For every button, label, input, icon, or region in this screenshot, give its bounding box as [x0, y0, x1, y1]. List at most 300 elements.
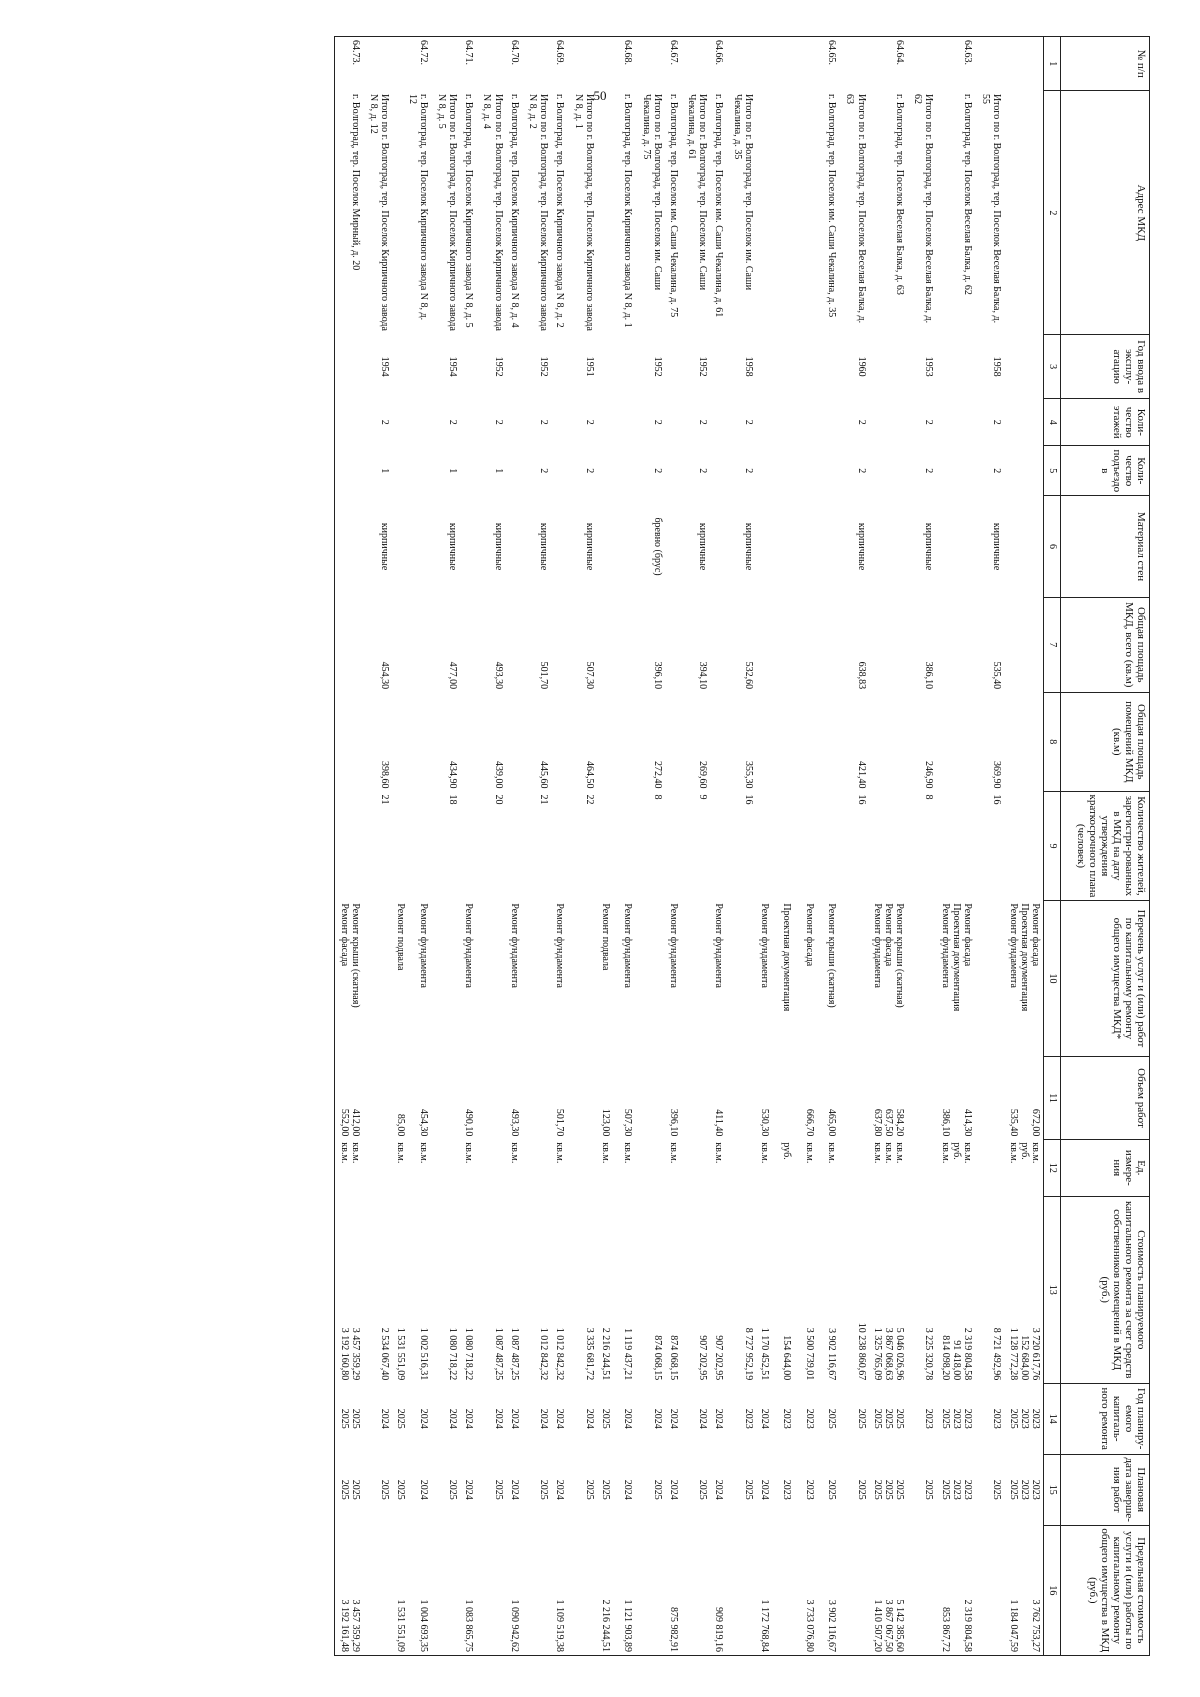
cell-line: Ремонт фундамента	[463, 903, 475, 988]
cell-c10	[667, 900, 681, 1056]
cell-line: 2025	[600, 1479, 611, 1500]
cell-line: 3 500 739,01	[803, 1327, 815, 1381]
cell-line: 2024	[508, 1408, 520, 1429]
cell-line: 123,00	[600, 1108, 611, 1137]
cell-line: 637,50	[882, 1108, 894, 1137]
cell-c2: Итого по г. Волгоград, тер. Поселок Веселая Балка, д. 62	[912, 93, 935, 324]
cell-c8: 355,30	[742, 761, 754, 789]
cell-c1	[727, 37, 758, 91]
cell-line: 1 090 942,62	[508, 1599, 520, 1652]
cell-line: 2025	[991, 1479, 1003, 1500]
cell-line: Ремонт крыши (скатная)	[349, 903, 361, 1008]
cell-line: Ремонт фундамента	[1007, 903, 1019, 988]
cell-line: 2025	[538, 1479, 550, 1500]
cell-line: 2024	[651, 1408, 663, 1429]
cell-c2: г. Волгоград, тер. Поселок Кирпичного завода N 8, д. 12	[406, 93, 429, 321]
cell-c7	[337, 597, 362, 692]
cell-line: 1 531 551,09	[395, 1599, 407, 1652]
cell-c9	[712, 792, 726, 901]
cell-c9	[599, 792, 636, 901]
cell-c16	[712, 1525, 726, 1655]
column-number-2: 2	[1044, 91, 1061, 335]
cell-c15	[635, 1454, 666, 1525]
cell-c13	[712, 1196, 726, 1383]
column-number-15: 15	[1044, 1454, 1061, 1525]
cell-c4: 2	[651, 419, 663, 425]
cell-line: Ремонт крыши (скатная)	[826, 903, 838, 1008]
cell-line	[406, 1528, 417, 1652]
cell-c14	[337, 1383, 362, 1454]
cell-c12	[599, 1139, 636, 1196]
cell-c5: 1	[492, 468, 504, 474]
cell-line: Ремонт фундамента	[622, 903, 634, 988]
column-number-16: 16	[1044, 1525, 1061, 1655]
cell-line: Ремонт фундамента	[939, 903, 951, 988]
bottom-cell	[335, 1139, 338, 1196]
cell-line	[1019, 1060, 1030, 1137]
cell-line: руб.	[950, 1142, 962, 1160]
cell-line: 1 080 718,22	[463, 1327, 475, 1381]
cell-c11	[712, 1057, 726, 1140]
cell-c8	[394, 692, 431, 791]
cell-c2: г. Волгоград, тер. Поселок Кирпичного завода N 8, д. 2	[554, 93, 566, 328]
cell-line: 507,30	[622, 1108, 634, 1137]
cell-c11	[871, 1057, 908, 1140]
cell-line: 2025	[882, 1408, 894, 1429]
cell-line	[611, 903, 622, 1053]
cell-c8: 439,00	[492, 761, 504, 789]
cell-c8	[1006, 692, 1043, 791]
cell-line: 2023	[1018, 1408, 1030, 1429]
cell-c7: 501,70	[538, 661, 550, 690]
cell-c11	[667, 1057, 681, 1140]
cell-c5	[337, 446, 362, 496]
cell-c1	[1006, 37, 1043, 91]
cell-line: 853 867,72	[939, 1607, 951, 1652]
cell-line: 2024	[622, 1479, 634, 1500]
cell-c4	[394, 399, 431, 446]
cell-c16	[975, 1525, 1006, 1655]
cell-line: 1 184 047,59	[1007, 1599, 1019, 1652]
cell-c16	[508, 1525, 522, 1655]
cell-c5	[508, 446, 522, 496]
column-header-3: Год ввода в эксплу-атацию	[1061, 335, 1150, 399]
cell-c13	[939, 1196, 976, 1383]
cell-line: 2 319 804,58	[962, 1327, 974, 1381]
cell-c15	[667, 1454, 681, 1525]
column-header-2: Адрес МКД	[1061, 91, 1150, 335]
cell-line: 2023	[742, 1408, 754, 1429]
cell-line: 2025	[338, 1479, 350, 1500]
column-number-1: 1	[1044, 37, 1061, 91]
cell-c16	[939, 1525, 976, 1655]
cell-c7	[462, 597, 476, 692]
cell-c12	[667, 1139, 681, 1196]
cell-c1: 64.65.	[758, 37, 839, 91]
cell-line: 2024	[447, 1408, 459, 1429]
cell-c7: 396,10	[651, 661, 663, 690]
cell-c3	[871, 335, 908, 399]
cell-c3: 1958	[742, 356, 754, 377]
cell-c4: 2	[379, 419, 391, 425]
cell-c6: кирпичные	[991, 522, 1003, 571]
cell-line: 2025	[826, 1408, 838, 1429]
bottom-cell	[335, 792, 338, 901]
column-number-3: 3	[1044, 335, 1061, 399]
cell-line: 501,70	[554, 1108, 566, 1137]
cell-c4: 2	[742, 419, 754, 425]
cell-c10	[871, 900, 908, 1056]
cell-c13	[975, 1196, 1006, 1383]
cell-c16	[462, 1525, 476, 1655]
cell-c6: кирпичные	[697, 522, 709, 571]
cell-line: 2025	[882, 1479, 894, 1500]
cell-c11	[939, 1057, 976, 1140]
cell-c3	[939, 335, 976, 399]
cell-line: 2023	[1030, 1408, 1041, 1429]
cell-c6	[508, 496, 522, 598]
cell-c9: 21	[379, 794, 391, 805]
cell-c13	[667, 1196, 681, 1383]
cell-line: 2024	[697, 1408, 709, 1429]
cell-line: кв.м.	[600, 1142, 611, 1164]
cell-c3: 1952	[492, 356, 504, 377]
table-row	[394, 37, 431, 1656]
cell-c13	[522, 1196, 553, 1383]
cell-line: 2024	[667, 1408, 679, 1429]
cell-c4: 2	[583, 419, 595, 425]
cell-c16	[522, 1525, 553, 1655]
cell-c14	[975, 1383, 1006, 1454]
cell-line	[815, 1142, 826, 1193]
cell-c12	[635, 1139, 666, 1196]
cell-line: Ремонт фасада	[1030, 903, 1041, 967]
cell-c9	[667, 792, 681, 901]
cell-line: 1 004 693,35	[417, 1599, 429, 1652]
cell-line	[792, 1199, 803, 1380]
cell-c7: 386,10	[923, 661, 935, 690]
cell-line: 2023	[962, 1479, 974, 1500]
cell-line	[406, 1199, 417, 1380]
cell-line: 3 733 076,80	[803, 1599, 815, 1652]
bottom-cell	[335, 496, 338, 598]
cell-c3	[758, 335, 839, 399]
cell-line: 2023	[803, 1408, 815, 1429]
cell-line: 412,00	[349, 1108, 361, 1137]
column-header-9: Количество жителей, зарегистри-рованных в МКД на дату утверждения краткосрочного плана (человек)	[1061, 792, 1150, 901]
bottom-cell	[335, 1383, 338, 1454]
cell-c16	[871, 1525, 908, 1655]
total-row	[522, 37, 553, 1656]
cell-c1: 64.71.	[462, 37, 476, 91]
cell-c3: 1954	[447, 356, 459, 377]
cell-c9	[337, 792, 362, 901]
table-row	[939, 37, 976, 1656]
cell-c7: 454,30	[379, 661, 391, 690]
cell-line: 3 902 116,67	[826, 1328, 838, 1381]
cell-line	[611, 1528, 622, 1652]
cell-line	[770, 1142, 781, 1193]
cell-c6	[871, 496, 908, 598]
cell-c10	[522, 900, 553, 1056]
cell-line: кв.м.	[417, 1142, 429, 1164]
cell-c2: г. Волгоград, тер. Поселок Мирный, д. 20	[349, 93, 361, 271]
cell-c10	[939, 900, 976, 1056]
cell-c2: г. Волгоград, тер. Поселок им. Саши Чекалина, д. 75	[667, 93, 679, 318]
cell-c5	[462, 446, 476, 496]
cell-c13	[681, 1196, 712, 1383]
cell-line	[792, 1060, 803, 1137]
cell-c5: 2	[651, 468, 663, 474]
cell-line: 1 172 768,84	[759, 1599, 771, 1652]
bottom-cell	[335, 1196, 338, 1383]
cell-line: 3 867 068,63	[882, 1327, 894, 1381]
cell-line: 490,10	[463, 1108, 475, 1137]
cell-c10	[712, 900, 726, 1056]
table-row	[462, 37, 476, 1656]
cell-c1	[681, 37, 712, 91]
cell-line: 1 087 487,25	[508, 1327, 520, 1381]
cell-c15	[363, 1454, 394, 1525]
cell-line: 2025	[939, 1408, 951, 1429]
cell-line: 3 225 320,78	[923, 1327, 935, 1381]
cell-c8: 434,90	[447, 761, 459, 789]
cell-line	[770, 1199, 781, 1380]
cell-c7	[939, 597, 976, 692]
cell-c10	[553, 900, 567, 1056]
cell-line	[406, 903, 417, 1053]
cell-line: кв.м.	[1030, 1142, 1041, 1164]
cell-c6: кирпичные	[583, 522, 595, 571]
cell-c6	[462, 496, 476, 598]
cell-c15	[727, 1454, 758, 1525]
cell-line: 3 192 160,80	[338, 1327, 350, 1381]
column-number-10: 10	[1044, 900, 1061, 1056]
table-row	[667, 37, 681, 1656]
cell-line	[815, 1457, 826, 1522]
cell-c10	[635, 900, 666, 1056]
cell-c11	[635, 1057, 666, 1140]
cell-c5: 1	[379, 468, 391, 474]
cell-c11	[975, 1057, 1006, 1140]
cell-line: 2025	[923, 1479, 935, 1500]
cell-c6	[1006, 496, 1043, 598]
cell-line: Ремонт фундамента	[554, 903, 566, 988]
cell-line: 2023	[962, 1408, 974, 1429]
cell-c15	[337, 1454, 362, 1525]
cell-line: 2025	[338, 1408, 350, 1429]
column-number-7: 7	[1044, 597, 1061, 692]
table-row	[1006, 37, 1043, 1656]
cell-c5: 2	[583, 468, 595, 474]
cell-c1: 64.73.	[337, 37, 362, 91]
cell-c15	[758, 1454, 839, 1525]
cell-c16	[681, 1525, 712, 1655]
cell-c14	[363, 1383, 394, 1454]
cell-c15	[431, 1454, 462, 1525]
cell-line: 2024	[463, 1479, 475, 1500]
cell-c14	[871, 1383, 908, 1454]
cell-line: 2023	[1018, 1479, 1030, 1500]
cell-line: 2025	[600, 1408, 611, 1429]
cell-line: 1 531 551,09	[395, 1327, 407, 1381]
cell-c9	[462, 792, 476, 901]
cell-c1	[975, 37, 1006, 91]
cell-c12	[907, 1139, 938, 1196]
column-header-14: Год планиру-емого капиталь-ного ремонта	[1061, 1383, 1150, 1454]
cell-c15	[462, 1454, 476, 1525]
cell-line: кв.м.	[939, 1142, 951, 1164]
cell-c1	[839, 37, 870, 91]
column-header-10: Перечень услуг и (или) работ по капитальному ремонту общего имущества МКД*	[1061, 900, 1150, 1056]
cell-line: кв.м.	[871, 1142, 883, 1164]
column-number-11: 11	[1044, 1057, 1061, 1140]
cell-c13	[567, 1196, 598, 1383]
cell-c3	[337, 335, 362, 399]
cell-line: 411,40	[713, 1109, 725, 1137]
cell-c7	[758, 597, 839, 692]
cell-line: 414,30	[962, 1108, 974, 1137]
cell-c11	[599, 1057, 636, 1140]
cell-c14	[508, 1383, 522, 1454]
cell-c2: Итого по г. Волгоград, тер. Поселок Кирпичного завода N 8, д. 1	[572, 93, 595, 331]
cell-line: кв.м.	[826, 1142, 838, 1164]
cell-c14	[1006, 1383, 1043, 1454]
cell-c6: кирпичные	[538, 522, 550, 571]
cell-c5	[394, 446, 431, 496]
table-row	[508, 37, 522, 1656]
cell-c4: 2	[855, 419, 867, 425]
cell-c12	[712, 1139, 726, 1196]
cell-c2: Итого по г. Волгоград, тер. Поселок им. Саши Чекалина, д. 75	[640, 93, 663, 291]
cell-line: 1 119 437,21	[622, 1328, 634, 1381]
rotated-table-container	[20, 36, 1150, 1656]
cell-line: 2023	[950, 1408, 962, 1429]
cell-c14	[394, 1383, 431, 1454]
cell-c7	[599, 597, 636, 692]
cell-c13	[363, 1196, 394, 1383]
cell-c8: 464,50	[583, 761, 595, 789]
table-row	[712, 37, 726, 1656]
cell-c9: 8	[923, 794, 935, 800]
cell-line: 2 319 804,58	[962, 1599, 974, 1652]
cell-line: 2023	[781, 1479, 793, 1500]
cell-line: 10 238 860,67	[855, 1322, 867, 1381]
cell-c11	[1006, 1057, 1043, 1140]
cell-c8	[758, 692, 839, 791]
cell-c1: 64.64.	[871, 37, 908, 91]
cell-line: руб.	[1018, 1142, 1030, 1160]
cell-c14	[758, 1383, 839, 1454]
cell-c12	[363, 1139, 394, 1196]
cell-line: 3 867 067,50	[882, 1599, 894, 1652]
cell-c11	[476, 1057, 507, 1140]
total-row	[567, 37, 598, 1656]
cell-line: 1 080 718,22	[447, 1327, 459, 1381]
bottom-cell	[335, 399, 338, 446]
cell-line: 2025	[855, 1408, 867, 1429]
cell-line: кв.м.	[622, 1142, 634, 1164]
cell-c14	[667, 1383, 681, 1454]
cell-c15	[476, 1454, 507, 1525]
bottom-cell	[335, 446, 338, 496]
cell-c4	[939, 399, 976, 446]
cell-c2: г. Волгоград, тер. Поселок Кирпичного завода N 8, д. 1	[622, 93, 634, 328]
cell-c15	[712, 1454, 726, 1525]
cell-c9	[1006, 792, 1043, 901]
cell-c1	[431, 37, 462, 91]
cell-c12	[1006, 1139, 1043, 1196]
cell-c12	[462, 1139, 476, 1196]
cell-c10	[508, 900, 522, 1056]
cell-line: 152 684,00	[1018, 1335, 1030, 1381]
cell-c3	[599, 335, 636, 399]
cell-c11	[758, 1057, 839, 1140]
cell-c4	[599, 399, 636, 446]
cell-line: 2024	[622, 1408, 634, 1429]
cell-c5: 2	[923, 468, 935, 474]
cell-c9: 9	[697, 794, 709, 800]
column-number-14: 14	[1044, 1383, 1061, 1454]
cell-line	[815, 1528, 826, 1652]
cell-c8: 445,60	[538, 761, 550, 789]
cell-c7: 507,30	[583, 661, 595, 690]
cell-c6	[712, 496, 726, 598]
cell-line: 530,30	[759, 1108, 771, 1137]
cell-line: 907 202,95	[697, 1335, 709, 1381]
total-row	[635, 37, 666, 1656]
cell-c12	[394, 1139, 431, 1196]
cell-c10	[431, 900, 462, 1056]
cell-c1	[522, 37, 553, 91]
cell-c7	[553, 597, 567, 692]
cell-c3	[462, 335, 476, 399]
cell-c10	[363, 900, 394, 1056]
cell-line: кв.м.	[962, 1142, 974, 1164]
cell-c6: кирпичные	[923, 522, 935, 571]
cell-c16	[363, 1525, 394, 1655]
cell-line: 552,00	[338, 1108, 350, 1137]
cell-line: 2025	[871, 1479, 883, 1500]
cell-line: 909 819,16	[713, 1607, 725, 1652]
cell-c10	[462, 900, 476, 1056]
cell-c7	[1006, 597, 1043, 692]
cell-line: кв.м.	[882, 1142, 894, 1164]
cell-c11	[727, 1057, 758, 1140]
cell-line: Проектная документация	[1018, 903, 1030, 1012]
cell-c8	[508, 692, 522, 791]
column-header-15: Плановая дата заверше-ния работ	[1061, 1454, 1150, 1525]
cell-c12	[839, 1139, 870, 1196]
column-header-1: № п/п	[1061, 37, 1150, 91]
cell-c5	[712, 446, 726, 496]
cell-c9: 22	[583, 794, 595, 805]
cell-line: 3 335 681,72	[583, 1327, 595, 1381]
cell-c3: 1951	[583, 356, 595, 377]
column-number-13: 13	[1044, 1196, 1061, 1383]
cell-line: 3 457 359,29	[349, 1327, 361, 1381]
total-row	[727, 37, 758, 1656]
cell-c3	[394, 335, 431, 399]
cell-c9: 21	[538, 794, 550, 805]
cell-c7: 394,10	[697, 661, 709, 690]
cell-line: 2025	[939, 1479, 951, 1500]
cell-c12	[871, 1139, 908, 1196]
cell-c1: 64.69.	[553, 37, 567, 91]
cell-c4	[508, 399, 522, 446]
cell-line: Проектная документация	[781, 903, 793, 1012]
cell-c15	[522, 1454, 553, 1525]
